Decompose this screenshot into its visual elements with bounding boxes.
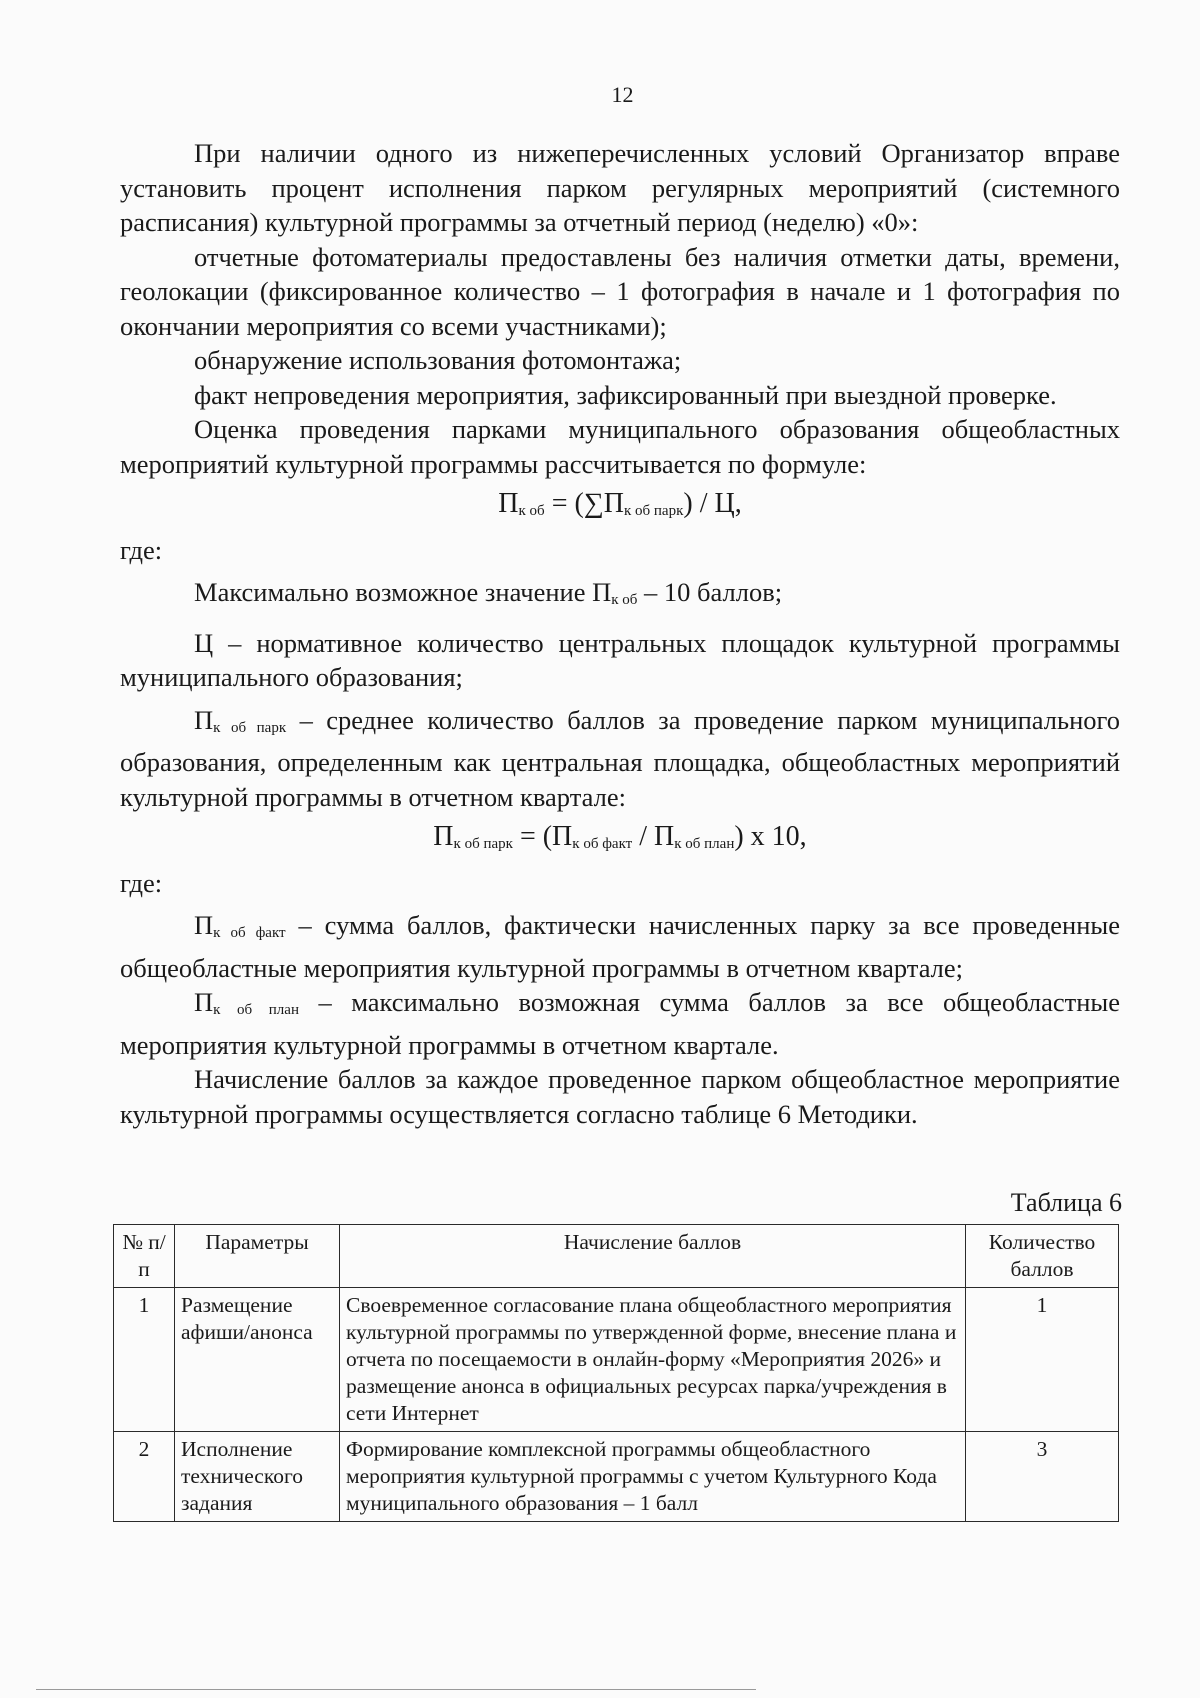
cell-number: 2 — [114, 1432, 175, 1522]
formula-subscript: к об факт — [572, 836, 633, 852]
paragraph: отчетные фотоматериалы предоставлены без наличия отметки даты, времени, геолокации (фиксированное количество – 1 фотография в начале и 1 фотография по окончании мероприятия со всеми участниками); — [120, 241, 1120, 341]
formula-pk-ob — [120, 487, 1120, 529]
definition-c: Ц – нормативное количество центральных площадок культурной программы муниципального образования; — [120, 627, 1120, 692]
paragraph: При наличии одного из нижеперечисленных условий Организатор вправе установить процент исполнения парком регулярных мероприятий (системного расписания) культурной программы за отчетный период (неделю) «0»: — [120, 138, 1120, 237]
header-points-count: Количество баллов — [966, 1225, 1119, 1288]
header-parameters: Параметры — [175, 1225, 340, 1288]
formula-symbol: П — [433, 821, 454, 852]
where-label: где: — [120, 867, 163, 898]
formula-text: ) х 10, — [734, 821, 807, 852]
table-row — [114, 1288, 1119, 1432]
definition-text: – максимально возможная сумма баллов за все общеобластные мероприятия культурной программы в отчетном квартале. — [120, 987, 1120, 1060]
definition-pk-ob-plan — [120, 985, 1120, 1062]
cell-accrual: Формирование комплексной программы общеобластного мероприятия культурной программы с учетом Культурного Кода муниципального образования – 1 балл — [340, 1432, 966, 1522]
definition-max-value — [120, 575, 1120, 618]
paragraph: факт непроведения мероприятия, зафиксированный при выездной проверке. — [194, 379, 1057, 410]
cell-number: 1 — [114, 1288, 175, 1432]
formula-symbol: П — [194, 704, 214, 735]
formula-subscript: к об парк — [213, 719, 287, 736]
formula-subscript: к об парк — [453, 836, 513, 852]
formula-subscript: к об парк — [623, 503, 684, 519]
cell-points: 1 — [966, 1288, 1119, 1432]
cell-parameter: Исполнение технического задания — [175, 1432, 340, 1522]
formula-subscript: к об — [518, 503, 545, 519]
table-row — [114, 1432, 1119, 1522]
table-header-row — [114, 1225, 1119, 1288]
formula-text: = (П — [512, 821, 573, 852]
formula-symbol: П — [194, 987, 214, 1017]
paragraph-table-reference: Начисление баллов за каждое проведенное парком общеобластное мероприятие культурной программы осуществляется согласно таблице 6 Методики. — [120, 1064, 1120, 1129]
definition-pk-ob-park — [120, 703, 1120, 815]
cell-points: 3 — [966, 1432, 1119, 1522]
points-table — [113, 1224, 1119, 1522]
scan-edge-line — [36, 1689, 756, 1690]
paragraph: обнаружение использования фотомонтажа; — [194, 345, 682, 375]
formula-subscript: к об план — [674, 836, 735, 852]
document-body — [120, 136, 1120, 1131]
formula-text: / П — [632, 821, 675, 852]
header-accrual: Начисление баллов — [340, 1225, 966, 1288]
where-label: где: — [120, 534, 163, 565]
formula-text: = (∑П — [544, 488, 624, 519]
definition-text: – среднее количество баллов за проведение парком муниципального образования, определенным как центральная площадка, общеобластных мероприятий культурной программы в отчетном квартале: — [120, 704, 1120, 812]
formula-symbol: П — [498, 488, 519, 519]
cell-parameter: Размещение афиши/анонса — [175, 1288, 340, 1432]
formula-text: ) / Ц, — [683, 488, 742, 519]
definition-text: – 10 баллов; — [637, 577, 783, 607]
definition-text: Максимально возможное значение П — [194, 577, 612, 607]
formula-symbol: П — [194, 910, 214, 940]
page-number: 12 — [611, 82, 634, 107]
formula-subscript: к об — [611, 592, 638, 608]
paragraph: Оценка проведения парками муниципального образования общеобластных мероприятий культурной программы рассчитывается по формуле: — [120, 414, 1120, 479]
formula-pk-ob-park — [120, 820, 1120, 862]
formula-subscript: к об факт — [213, 925, 286, 941]
header-number: № п/п — [114, 1225, 175, 1288]
definition-pk-ob-fact — [120, 908, 1120, 985]
definition-text: – сумма баллов, фактически начисленных парку за все проведенные общеобластные мероприятия культурной программы в отчетном квартале; — [120, 910, 1120, 983]
formula-subscript: к об план — [213, 1002, 299, 1018]
table-caption: Таблица 6 — [1010, 1188, 1122, 1217]
cell-accrual: Своевременное согласование плана общеобластного мероприятия культурной программы по утвержденной форме, внесение плана и отчета по посещаемости в онлайн-форму «Мероприятия 2026» и размещение анонса в официальных ресурсах парка/учреждения в сети Интернет — [340, 1288, 966, 1432]
